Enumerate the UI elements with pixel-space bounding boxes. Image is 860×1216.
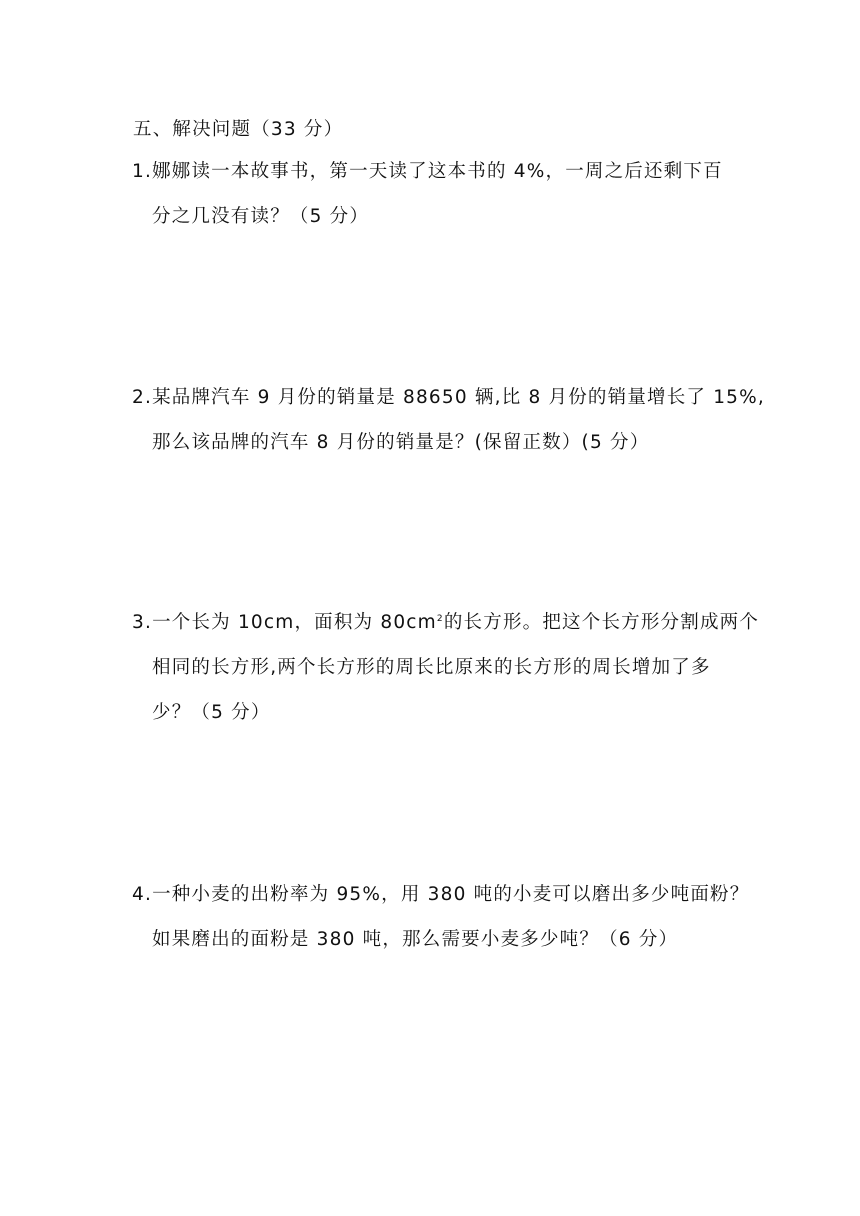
question-2-line-1 xyxy=(132,386,765,410)
question-2-line-2: 那么该品牌的汽车 8 月份的销量是？(保留正数）(5 分） xyxy=(152,432,650,453)
question-number: 4. xyxy=(132,884,153,905)
question-4-line-2: 如果磨出的面粉是 380 吨，那么需要小麦多少吨？（6 分） xyxy=(152,929,679,950)
section-title: 五、解决问题（33 分） xyxy=(133,119,344,140)
question-number: 3. xyxy=(132,612,153,633)
question-3-line-2: 相同的长方形,两个长方形的周长比原来的长方形的周长增加了多 xyxy=(152,657,711,678)
question-text: 一种小麦的出粉率为 95%，用 380 吨的小麦可以磨出多少吨面粉？ xyxy=(152,884,750,905)
question-3-line-3: 少？（5 分） xyxy=(152,702,271,723)
question-4-line-1 xyxy=(132,883,749,907)
question-1-line-1 xyxy=(132,160,723,184)
question-number: 1. xyxy=(132,161,153,182)
question-3-line-1 xyxy=(132,611,759,635)
question-text: 娜娜读一本故事书，第一天读了这本书的 4%，一周之后还剩下百 xyxy=(152,161,723,182)
question-number: 2. xyxy=(132,387,153,408)
question-text: 一个长为 10cm，面积为 80cm xyxy=(152,612,437,633)
question-text: 某品牌汽车 9 月份的销量是 88650 辆,比 8 月份的销量增长了 15%, xyxy=(152,387,766,408)
superscript-square: 2 xyxy=(436,614,444,624)
question-1-line-2: 分之几没有读？（5 分） xyxy=(152,206,370,227)
question-text-cont: 的长方形。把这个长方形分割成两个 xyxy=(443,612,760,633)
